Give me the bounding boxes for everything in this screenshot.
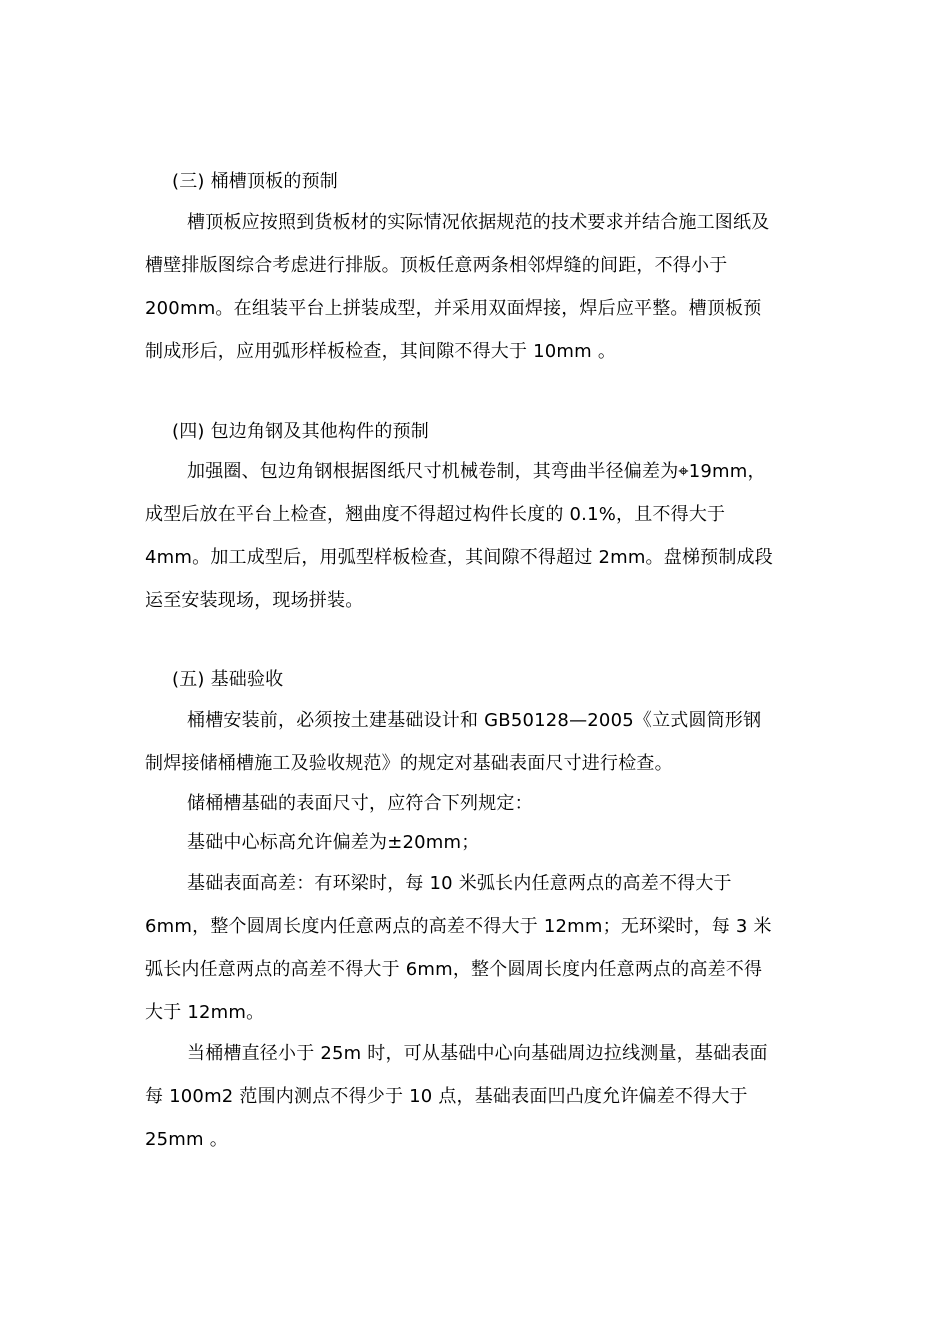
paragraph-line: 200mm。在组装平台上拼装成型，并采用双面焊接，焊后应平整。槽顶板预: [145, 298, 762, 319]
paragraph-line: 当桶槽直径小于 25m 时，可从基础中心向基础周边拉线测量，基础表面: [187, 1043, 768, 1064]
paragraph-line: 6mm，整个圆周长度内任意两点的高差不得大于 12mm；无环梁时，每 3 米: [145, 916, 772, 937]
paragraph-line: 基础表面高差：有环梁时，每 10 米弧长内任意两点的高差不得大于: [187, 873, 732, 894]
paragraph-line: 运至安装现场，现场拼装。: [145, 590, 364, 611]
section-heading-3: (三) 桶槽顶板的预制: [172, 171, 338, 192]
paragraph-line: 每 100m2 范围内测点不得少于 10 点，基础表面凹凸度允许偏差不得大于: [145, 1086, 748, 1107]
paragraph-line: 制成形后，应用弧形样板检查，其间隙不得大于 10mm 。: [145, 341, 617, 362]
paragraph-line: 弧长内任意两点的高差不得大于 6mm，整个圆周长度内任意两点的高差不得: [145, 959, 763, 980]
paragraph-line: 桶槽安装前，必须按土建基础设计和 GB50128—2005《立式圆筒形钢: [187, 710, 762, 731]
paragraph-line: 基础中心标高允许偏差为±20mm；: [187, 832, 480, 853]
paragraph-line: 大于 12mm。: [145, 1002, 265, 1023]
paragraph-line: 制焊接储桶槽施工及验收规范》的规定对基础表面尺寸进行检查。: [145, 753, 673, 774]
section-heading-5: (五) 基础验收: [172, 669, 284, 690]
paragraph-line: 储桶槽基础的表面尺寸，应符合下列规定：: [187, 793, 533, 814]
paragraph-line: 槽顶板应按照到货板材的实际情况依据规范的技术要求并结合施工图纸及: [187, 212, 770, 233]
paragraph-line: 25mm 。: [145, 1129, 228, 1150]
paragraph-line: 加强圈、包边角钢根据图纸尺寸机械卷制，其弯曲半径偏差为⌖19mm，: [187, 461, 766, 482]
paragraph-line: 4mm。加工成型后，用弧型样板检查，其间隙不得超过 2mm。盘梯预制成段: [145, 547, 773, 568]
paragraph-line: 成型后放在平台上检查，翘曲度不得超过构件长度的 0.1%，且不得大于: [145, 504, 726, 525]
paragraph-line: 槽壁排版图综合考虑进行排版。顶板任意两条相邻焊缝的间距，不得小于: [145, 255, 728, 276]
section-heading-4: (四) 包边角钢及其他构件的预制: [172, 421, 429, 442]
